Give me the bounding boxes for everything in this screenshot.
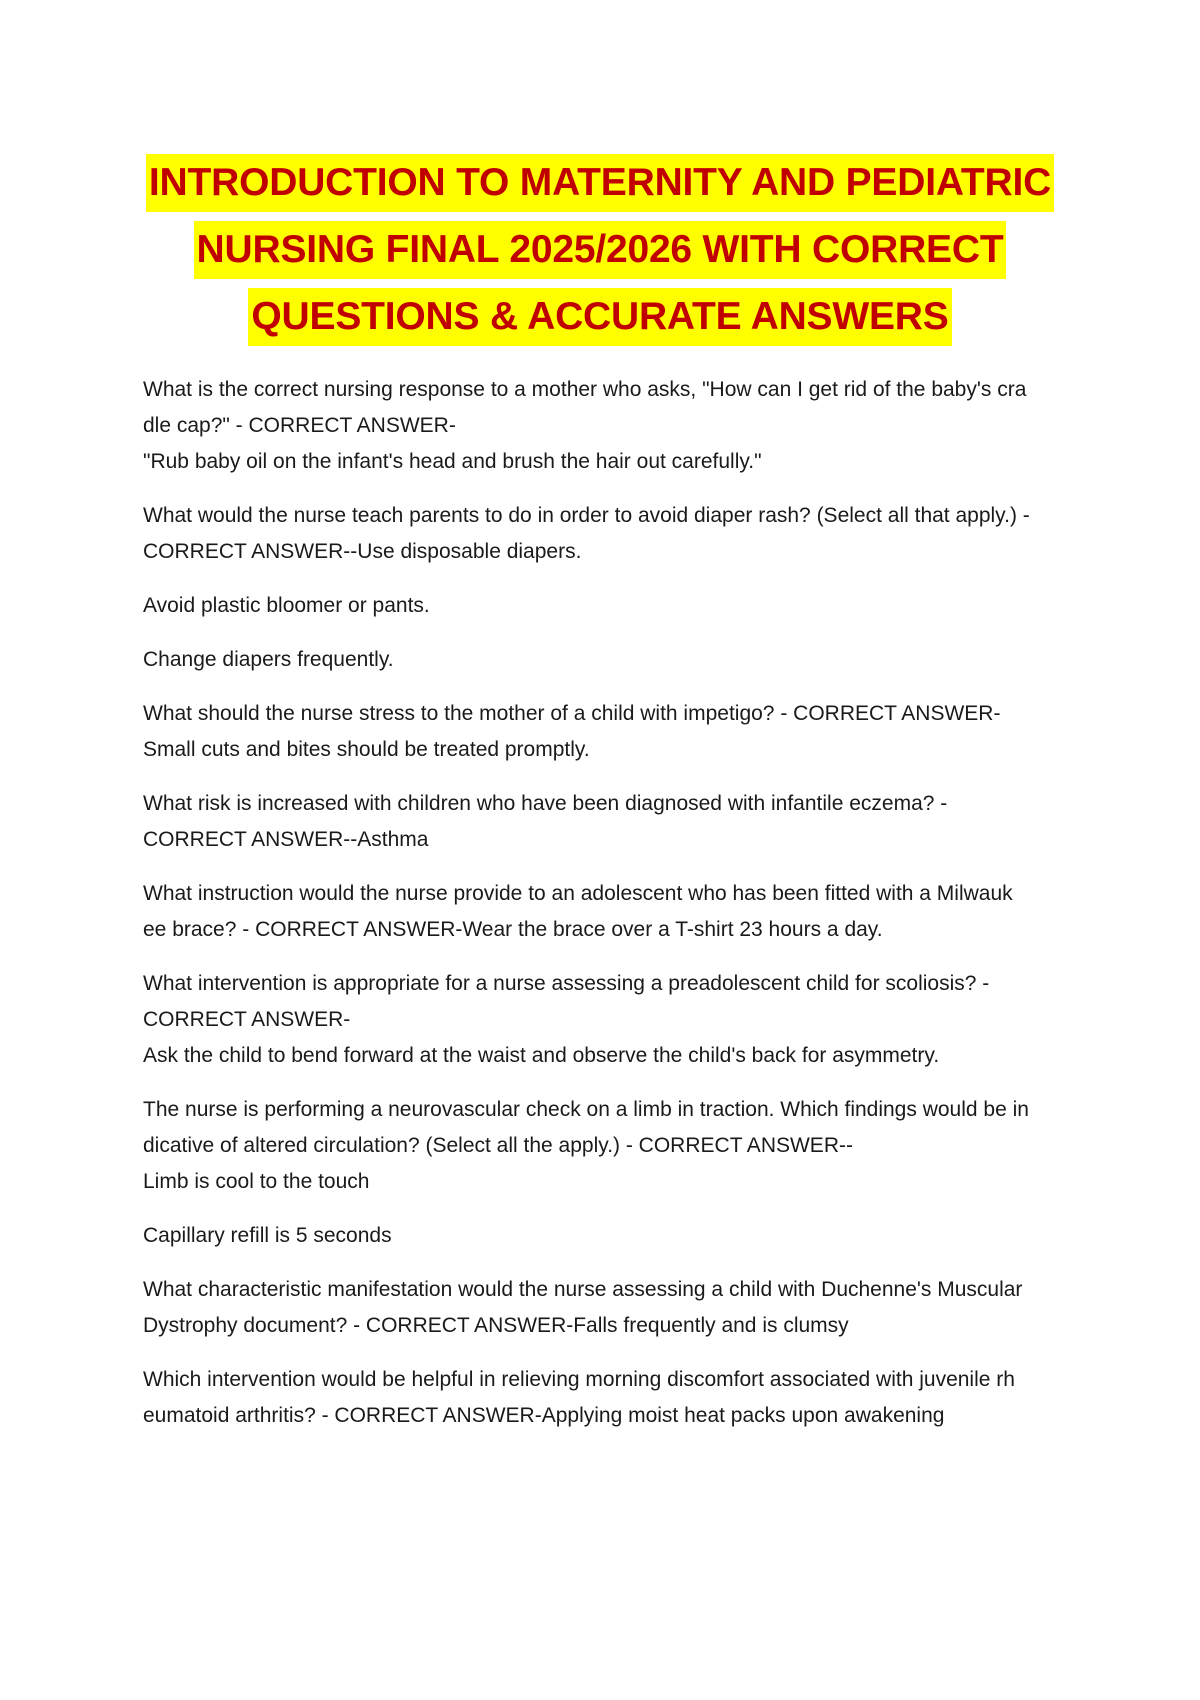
text-line: Capillary refill is 5 seconds [143,1224,392,1247]
text-line: Change diapers frequently. [143,648,394,671]
qa-paragraph [143,1362,1073,1434]
qa-paragraph [143,1218,1073,1254]
text-line: What would the nurse teach parents to do in order to avoid diaper rash? (Select all that apply.) - [143,504,1030,527]
qa-paragraph [143,372,1073,480]
text-line: Which intervention would be helpful in relieving morning discomfort associated with juvenile rh [143,1368,1015,1391]
qa-paragraph [143,588,1073,624]
text-line: dle cap?" - CORRECT ANSWER- [143,414,456,437]
text-line: What characteristic manifestation would the nurse assessing a child with Duchenne's Muscular [143,1278,1023,1301]
text-line: eumatoid arthritis? - CORRECT ANSWER-Applying moist heat packs upon awakening [143,1404,945,1427]
text-line: dicative of altered circulation? (Select all the apply.) - CORRECT ANSWER-- [143,1134,853,1157]
qa-paragraph [143,786,1073,858]
title-line: QUESTIONS & ACCURATE ANSWERS [248,288,951,346]
document-title [0,154,1200,355]
text-line: What intervention is appropriate for a nurse assessing a preadolescent child for scoliosis? - [143,972,990,995]
text-line: Limb is cool to the touch [143,1170,370,1193]
text-line: What should the nurse stress to the mother of a child with impetigo? - CORRECT ANSWER- [143,702,1001,725]
text-line: The nurse is performing a neurovascular check on a limb in traction. Which findings would be in [143,1098,1029,1121]
text-line: CORRECT ANSWER--Use disposable diapers. [143,540,582,563]
text-line: What instruction would the nurse provide to an adolescent who has been fitted with a Milwauk [143,882,1013,905]
text-line: Ask the child to bend forward at the waist and observe the child's back for asymmetry. [143,1044,940,1067]
text-line: What risk is increased with children who have been diagnosed with infantile eczema? - [143,792,948,815]
qa-paragraph [143,966,1073,1074]
qa-paragraph [143,876,1073,948]
text-line: ee brace? - CORRECT ANSWER-Wear the brace over a T-shirt 23 hours a day. [143,918,883,941]
qa-paragraph [143,1092,1073,1200]
qa-content [143,372,1073,1452]
text-line: Dystrophy document? - CORRECT ANSWER-Falls frequently and is clumsy [143,1314,849,1337]
title-line: NURSING FINAL 2025/2026 WITH CORRECT [194,221,1007,279]
text-line: What is the correct nursing response to a mother who asks, "How can I get rid of the baby's cra [143,378,1027,401]
text-line: CORRECT ANSWER--Asthma [143,828,429,851]
text-line: Avoid plastic bloomer or pants. [143,594,430,617]
text-line: CORRECT ANSWER- [143,1008,351,1031]
qa-paragraph [143,696,1073,768]
title-line: INTRODUCTION TO MATERNITY AND PEDIATRIC [146,154,1054,212]
qa-paragraph [143,642,1073,678]
qa-paragraph [143,1272,1073,1344]
qa-paragraph [143,498,1073,570]
text-line: Small cuts and bites should be treated promptly. [143,738,590,761]
text-line: "Rub baby oil on the infant's head and brush the hair out carefully." [143,450,762,473]
